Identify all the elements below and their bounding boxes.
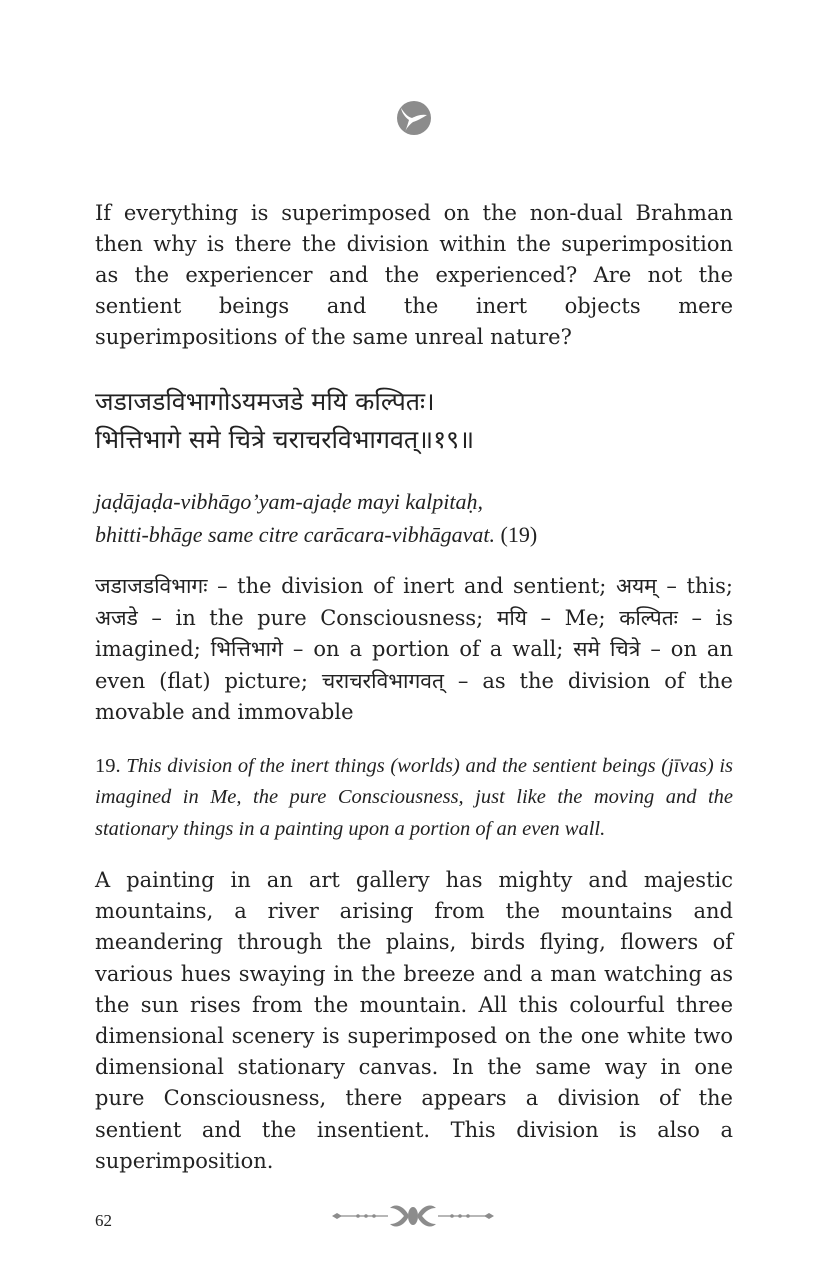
page-content [95, 198, 733, 1198]
bird-emblem-icon [396, 100, 432, 136]
glossary-term: जडाजडविभागः [95, 574, 208, 598]
word-glossary [95, 571, 733, 729]
verse-translation [95, 751, 733, 846]
glossary-term: कल्पितः [619, 605, 678, 630]
glossary-term: चराचरविभागवत् [321, 668, 444, 693]
glossary-meaning: – in the pure Consciousness; [137, 605, 497, 630]
glossary-meaning: – the division of inert and sentient; [207, 574, 616, 598]
glossary-meaning: – on an even (flat) picture; [95, 637, 733, 693]
glossary-meaning: – this; [656, 574, 733, 598]
glossary-term: मयि [496, 605, 527, 630]
glossary-term: भित्तिभागे [210, 637, 283, 661]
glossary-meaning: – on a portion of a wall; [282, 637, 574, 661]
commentary-paragraph: A painting in an art gallery has mighty and majestic mountains, a river arising from the mountains and meandering through the plains, birds flying, flowers of various hues swaying in the breeze and a man watching as the sun rises from the mountain. All this colourful three dimensional scenery is superimposed on the one white two dimensional stationary canvas. In the same way in one pure Consciousness, there appears a division of the sentient and the insentient. This division is also a superimposition. [95, 868, 733, 1173]
glossary-term: अजडे [95, 605, 138, 630]
transliteration [95, 485, 733, 551]
translit-line-2 [95, 518, 733, 551]
translation-text: This division of the inert things (worlds) and the sentient beings (jīvas) is imagined in Me, the pure Consciousness, just like the moving and the stationary things in a painting upon a portion of an even wall. [95, 754, 733, 840]
sanskrit-line-2: भित्तिभागे समे चित्रे चराचरविभागवत्॥१९॥ [95, 425, 475, 454]
verse-number: (19) [500, 522, 538, 547]
page-number: 62 [95, 1211, 112, 1230]
sanskrit-line-1: जडाजडविभागोऽयमजडे मयि कल्पितः। [95, 387, 435, 416]
glossary-meaning: – as the division of the movable and immovable [95, 668, 733, 724]
translit-line-2-text: bhitti-bhāge same citre carācara-vibhāgavat. [95, 522, 495, 547]
translit-line-1: jaḍājaḍa-vibhāgo’yam-ajaḍe mayi kalpitaḥ, [95, 489, 483, 514]
glossary-meaning: – is imagined; [95, 605, 734, 661]
glossary-term: अयम् [615, 574, 657, 598]
glossary-meaning: – Me; [527, 605, 620, 630]
translation-number: 19. [95, 754, 121, 777]
sanskrit-verse [95, 383, 733, 459]
glossary-term: समे चित्रे [573, 637, 641, 661]
floral-ornament-icon [330, 1200, 496, 1232]
intro-paragraph: If everything is superimposed on the non-dual Brahman then why is there the division within the superimposition as the experiencer and the experienced? Are not the sentient beings and the inert objects mere superimpositions of the same unreal nature? [95, 201, 733, 349]
